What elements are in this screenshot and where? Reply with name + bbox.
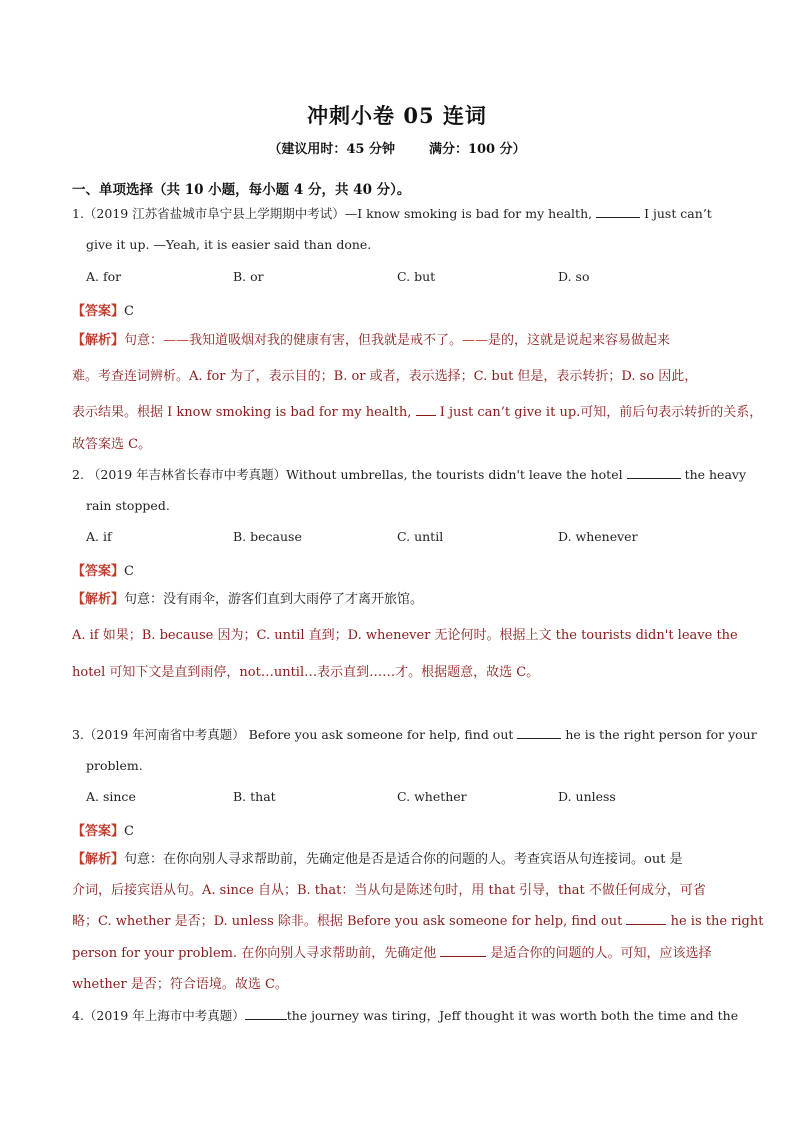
question-1-explanation-line4: 故答案选 C。 — [72, 437, 152, 452]
question-3-explanation-line4: person for your problem. 在你向别人寻求帮助前，先确定他 是适合你的问题的人。可知，应该选择 — [72, 946, 712, 961]
answer-blank — [627, 467, 681, 479]
question-2-stem-line2: rain stopped. — [86, 498, 170, 513]
question-3-explanation-line2: 介词，后接宾语从句。A. since 自从；B. that：当从句是陈述句时，用 that 引导，that 不做任何成分，可省 — [72, 883, 706, 898]
question-3-stem-line2: problem. — [86, 758, 143, 773]
question-1-explanation-line3: 表示结果。根据 I know smoking is bad for my health, I just can’t give it up.可知，前后句表示转折的关系， — [72, 405, 763, 420]
option-b: B. or — [233, 269, 264, 284]
question-3-explanation-line3: 略；C. whether 是否；D. unless 除非。根据 Before you ask someone for help, find out he is the right — [72, 914, 764, 929]
answer-blank — [245, 1008, 287, 1020]
option-d: D. unless — [558, 789, 616, 804]
question-3-stem: 3.（2019 年河南省中考真题） Before you ask someone for help, find out he is the right person for your — [72, 727, 757, 742]
page-subtitle — [0, 138, 794, 157]
question-2-stem: 2. （2019 年吉林省长春市中考真题）Without umbrellas, the tourists didn't leave the hotel the heavy — [72, 467, 747, 482]
option-a: A. since — [86, 789, 136, 804]
option-c: C. until — [397, 529, 444, 544]
question-1-stem: 1.（2019 江苏省盐城市阜宁县上学期期中考试）—I know smoking is bad for my health, I just can’t — [72, 206, 712, 221]
option-b: B. that — [233, 789, 276, 804]
question-2-explanation-line2: A. if 如果；B. because 因为；C. until 直到；D. whenever 无论何时。根据上文 the tourists didn't leave the — [72, 628, 738, 643]
answer-blank — [517, 727, 561, 739]
question-3-answer: 【答案】C — [72, 824, 134, 839]
question-2-explanation-line1: 【解析】句意：没有雨伞，游客们直到大雨停了才离开旅馆。 — [72, 592, 424, 607]
option-d: D. whenever — [558, 529, 638, 544]
option-a: A. for — [86, 269, 122, 284]
question-3-explanation-line5: whether 是否；符合语境。故选 C。 — [72, 977, 288, 992]
answer-blank — [596, 206, 640, 218]
question-2-answer: 【答案】C — [72, 564, 134, 579]
question-1-explanation-line1: 【解析】句意：——我知道吸烟对我的健康有害，但我就是戒不了。——是的，这就是说起来容易做起来 — [72, 333, 671, 348]
option-b: B. because — [233, 529, 302, 544]
option-a: A. if — [86, 529, 112, 544]
section-heading: 一、单项选择（共 10 小题，每小题 4 分，共 40 分）。 — [72, 182, 411, 198]
question-4-stem: 4.（2019 年上海市中考真题） the journey was tiring，Jeff thought it was worth both the time and the — [72, 1008, 739, 1023]
full-score: 满分：100 分） — [428, 142, 526, 157]
suggested-time: （建议用时：45 分钟 — [268, 142, 395, 157]
option-c: C. whether — [397, 789, 467, 804]
question-1-answer: 【答案】C — [72, 304, 134, 319]
option-c: C. but — [397, 269, 436, 284]
option-d: D. so — [558, 269, 590, 284]
question-1-explanation-line2: 难。考查连词辨析。A. for 为了，表示目的；B. or 或者，表示选择；C. but 但是，表示转折；D. so 因此， — [72, 369, 698, 384]
question-3-explanation-line1: 【解析】句意：在你向别人寻求帮助前，先确定他是否是适合你的问题的人。考查宾语从句连接词。out 是 — [72, 852, 683, 867]
question-1-stem-line2: give it up. —Yeah, it is easier said than done. — [86, 237, 372, 252]
page-title: 冲刺小卷 05 连词 — [307, 103, 487, 128]
question-2-explanation-line3: hotel 可知下文是直到雨停，not…until…表示直到……才。根据题意，故选 C。 — [72, 665, 540, 680]
